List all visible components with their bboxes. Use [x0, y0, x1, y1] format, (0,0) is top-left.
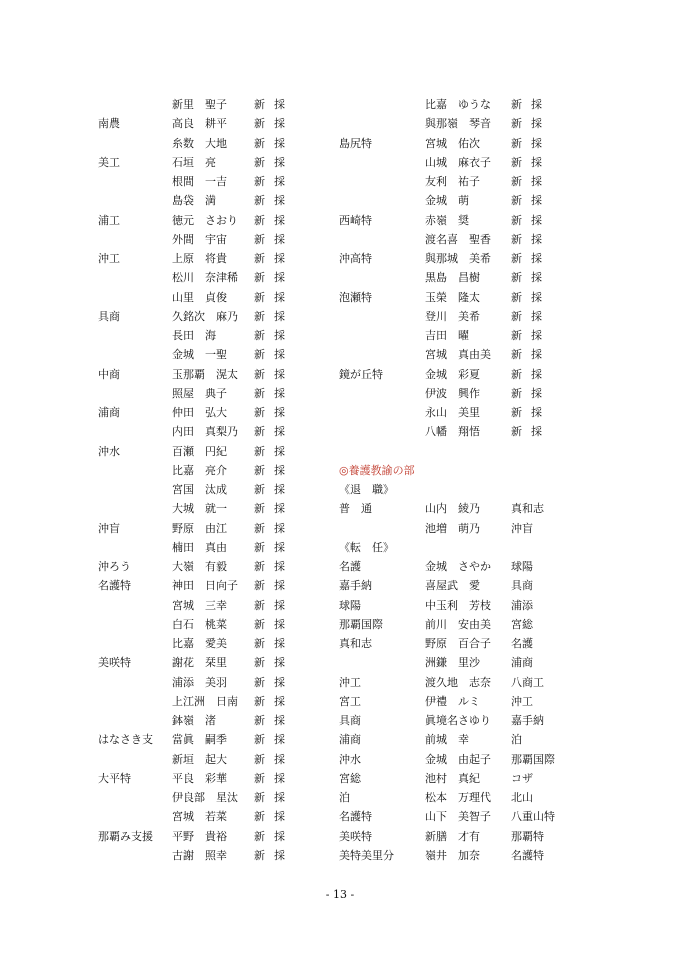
- status: 新採: [254, 252, 294, 265]
- person-name: 楠田 真由: [172, 540, 227, 554]
- person-name: 謝花 栞里: [172, 656, 227, 670]
- school-name: 嘉手納: [339, 579, 372, 593]
- person-name: 金城 さやか: [425, 560, 491, 573]
- person-name: 根間 一吉: [172, 175, 227, 188]
- status: 新採: [511, 136, 551, 150]
- school-name: 美咲特: [339, 829, 372, 843]
- status: 新採: [511, 213, 551, 227]
- school-name: 美咲特: [98, 656, 131, 670]
- person-name: 玉榮 隆太: [425, 290, 480, 304]
- person-name: 洲鎌 里沙: [425, 656, 480, 670]
- status: 新採: [511, 329, 551, 342]
- retire-label: 《退 職》: [339, 483, 394, 496]
- person-name: 新膳 才有: [425, 829, 480, 843]
- person-name: 山下 美智子: [425, 810, 491, 824]
- person-name: 松本 万理代: [425, 791, 491, 804]
- destination: 宮総: [511, 617, 533, 631]
- school-name: 真和志: [339, 637, 372, 650]
- status: 新採: [511, 425, 551, 439]
- status: 新採: [254, 425, 294, 439]
- person-name: 渡名喜 聖香: [425, 232, 491, 246]
- status: 新採: [511, 252, 551, 265]
- destination: 八商工: [511, 675, 544, 689]
- status: 新採: [254, 98, 294, 111]
- person-name: 吉田 曜: [425, 329, 469, 342]
- person-name: 當眞 嗣季: [172, 733, 227, 747]
- person-name: 上原 将貴: [172, 252, 227, 265]
- status: 新採: [254, 175, 294, 188]
- destination: 浦商: [511, 656, 533, 670]
- status: 新採: [254, 502, 294, 516]
- status: 新採: [511, 367, 551, 381]
- status: 新採: [254, 194, 294, 208]
- person-name: 山内 綾乃: [425, 502, 480, 516]
- status: 新採: [511, 406, 551, 419]
- status: 新採: [511, 232, 551, 246]
- status: 新採: [254, 598, 294, 612]
- destination: 名護: [511, 637, 533, 650]
- status: 新採: [254, 675, 294, 689]
- person-name: 長田 海: [172, 329, 216, 342]
- person-name: 新里 聖子: [172, 98, 227, 111]
- person-name: 前川 安由美: [425, 617, 491, 631]
- status: 新採: [254, 771, 294, 785]
- person-name: 比嘉 ゆうな: [425, 98, 491, 111]
- person-name: 百瀬 円紀: [172, 444, 227, 458]
- school-name: 美特美里分: [339, 848, 394, 862]
- person-name: 徳元 さおり: [172, 213, 238, 227]
- school-name: 宮工: [339, 694, 361, 708]
- status: 新採: [254, 444, 294, 458]
- destination: 那覇特: [511, 829, 544, 843]
- school-name: 泡瀬特: [339, 290, 372, 304]
- school-name: 具商: [98, 309, 120, 323]
- destination: 沖工: [511, 694, 533, 708]
- person-name: 中玉利 芳枝: [425, 598, 491, 612]
- status: 新採: [254, 309, 294, 323]
- person-name: 赤嶺 奨: [425, 213, 469, 227]
- status: 新採: [254, 733, 294, 747]
- person-name: 友利 祐子: [425, 175, 480, 188]
- destination: 浦添: [511, 598, 533, 612]
- school-name: 沖ろう: [98, 560, 131, 573]
- status: 新採: [254, 791, 294, 804]
- person-name: 浦添 美羽: [172, 675, 227, 689]
- person-name: 宮国 汰成: [172, 483, 227, 496]
- destination: 北山: [511, 791, 533, 804]
- status: 新採: [254, 810, 294, 824]
- status: 新採: [254, 483, 294, 496]
- school-name: 沖工: [339, 675, 361, 689]
- school-name: 沖工: [98, 252, 120, 265]
- status: 新採: [511, 386, 551, 400]
- person-name: 黒島 昌樹: [425, 271, 480, 285]
- school-name: 普 通: [339, 502, 372, 516]
- person-name: 渡久地 志奈: [425, 675, 491, 689]
- person-name: 神田 日向子: [172, 579, 238, 593]
- person-name: 金城 一聖: [172, 348, 227, 362]
- section-heading: ◎養護教諭の部: [339, 463, 415, 477]
- person-name: 永山 美里: [425, 406, 480, 419]
- person-name: 伊禮 ルミ: [425, 694, 480, 708]
- status: 新採: [511, 348, 551, 362]
- person-name: 平野 貴裕: [172, 829, 227, 843]
- status: 新採: [254, 367, 294, 381]
- school-name: はなさき支: [98, 733, 153, 747]
- school-name: 南農: [98, 117, 120, 131]
- status: 新採: [254, 579, 294, 593]
- school-name: 浦工: [98, 213, 120, 227]
- destination: 名護特: [511, 848, 544, 862]
- person-name: 古謝 照幸: [172, 848, 227, 862]
- status: 新採: [254, 348, 294, 362]
- person-name: 松川 奈津稀: [172, 271, 238, 285]
- person-name: 金城 萌: [425, 194, 469, 208]
- person-name: 久銘次 麻乃: [172, 309, 238, 323]
- status: 新採: [511, 194, 551, 208]
- person-name: 島袋 満: [172, 194, 216, 208]
- school-name: 球陽: [339, 598, 361, 612]
- person-name: 宮城 三幸: [172, 598, 227, 612]
- person-name: 金城 彩夏: [425, 367, 480, 381]
- school-name: 名護特: [98, 579, 131, 593]
- person-name: 宮城 佑次: [425, 136, 480, 150]
- school-name: 宮総: [339, 771, 361, 785]
- status: 新採: [254, 694, 294, 708]
- status: 新採: [254, 117, 294, 131]
- person-name: 新垣 起大: [172, 752, 227, 766]
- status: 新採: [254, 521, 294, 535]
- school-name: 浦商: [339, 733, 361, 747]
- destination: 那覇国際: [511, 752, 555, 766]
- status: 新採: [511, 175, 551, 188]
- status: 新採: [511, 98, 551, 111]
- person-name: 池増 萌乃: [425, 521, 480, 535]
- status: 新採: [511, 117, 551, 131]
- person-name: 比嘉 亮介: [172, 463, 227, 477]
- person-name: 内田 真梨乃: [172, 425, 238, 439]
- person-name: 糸数 大地: [172, 136, 227, 150]
- school-name: 浦商: [98, 406, 120, 419]
- person-name: 平良 彩華: [172, 771, 227, 785]
- person-name: 喜屋武 愛: [425, 579, 480, 593]
- destination: 八重山特: [511, 810, 555, 824]
- school-name: 沖水: [98, 444, 120, 458]
- person-name: 宮城 若菜: [172, 810, 227, 824]
- school-name: 大平特: [98, 771, 131, 785]
- person-name: 鉢嶺 渚: [172, 714, 216, 727]
- person-name: 大城 就一: [172, 502, 227, 516]
- person-name: 外間 宇宙: [172, 232, 227, 246]
- person-name: 伊良部 星汰: [172, 791, 238, 804]
- school-name: 沖水: [339, 752, 361, 766]
- person-name: 前城 幸: [425, 733, 469, 747]
- destination: 球陽: [511, 560, 533, 573]
- school-name: 中商: [98, 367, 120, 381]
- school-name: 西崎特: [339, 213, 372, 227]
- school-name: 具商: [339, 714, 361, 727]
- school-name: 泊: [339, 791, 350, 804]
- status: 新採: [254, 637, 294, 650]
- destination: コザ: [511, 771, 533, 785]
- status: 新採: [511, 309, 551, 323]
- status: 新採: [254, 560, 294, 573]
- destination: 嘉手納: [511, 714, 544, 727]
- status: 新採: [254, 329, 294, 342]
- status: 新採: [254, 617, 294, 631]
- person-name: 高良 耕平: [172, 117, 227, 131]
- status: 新採: [254, 714, 294, 727]
- person-name: 野原 百合子: [425, 637, 491, 650]
- person-name: 八幡 翔悟: [425, 425, 480, 439]
- person-name: 上江洲 日南: [172, 694, 238, 708]
- person-name: 嶺井 加奈: [425, 848, 480, 862]
- school-name: 沖高特: [339, 252, 372, 265]
- school-name: 沖盲: [98, 521, 120, 535]
- person-name: 眞境名さゆり: [425, 714, 491, 727]
- status: 新採: [254, 136, 294, 150]
- status: 新採: [254, 829, 294, 843]
- status: 新採: [254, 406, 294, 419]
- school-name: 名護: [339, 560, 361, 573]
- status: 新採: [511, 290, 551, 304]
- destination: 沖盲: [511, 521, 533, 535]
- person-name: 山里 貞俊: [172, 290, 227, 304]
- status: 新採: [254, 656, 294, 670]
- status: 新採: [254, 386, 294, 400]
- school-name: 美工: [98, 155, 120, 169]
- person-name: 與那嶺 琴音: [425, 117, 491, 131]
- status: 新採: [254, 290, 294, 304]
- page-number: - 13 -: [325, 888, 355, 901]
- destination: 具商: [511, 579, 533, 593]
- person-name: 與那城 美希: [425, 252, 491, 265]
- school-name: 鏡が丘特: [339, 367, 383, 381]
- status: 新採: [254, 213, 294, 227]
- transfer-label: 《転 任》: [339, 540, 394, 554]
- person-name: 大嶺 有毅: [172, 560, 227, 573]
- status: 新採: [254, 540, 294, 554]
- person-name: 照屋 典子: [172, 386, 227, 400]
- person-name: 仲田 弘大: [172, 406, 227, 419]
- person-name: 伊波 興作: [425, 386, 480, 400]
- person-name: 白石 桃菜: [172, 617, 227, 631]
- person-name: 山城 麻衣子: [425, 155, 491, 169]
- school-name: 那覇国際: [339, 617, 383, 631]
- person-name: 玉那覇 滉太: [172, 367, 238, 381]
- person-name: 金城 由起子: [425, 752, 491, 766]
- school-name: 島尻特: [339, 136, 372, 150]
- status: 新採: [254, 271, 294, 285]
- person-name: 比嘉 愛美: [172, 637, 227, 650]
- person-name: 野原 由江: [172, 521, 227, 535]
- status: 新採: [511, 271, 551, 285]
- destination: 真和志: [511, 502, 544, 516]
- status: 新採: [254, 155, 294, 169]
- person-name: 石垣 亮: [172, 155, 216, 169]
- status: 新採: [511, 155, 551, 169]
- status: 新採: [254, 752, 294, 766]
- person-name: 登川 美希: [425, 309, 480, 323]
- status: 新採: [254, 232, 294, 246]
- school-name: 名護特: [339, 810, 372, 824]
- destination: 泊: [511, 733, 522, 747]
- status: 新採: [254, 463, 294, 477]
- school-name: 那覇み支援: [98, 829, 153, 843]
- person-name: 池村 真紀: [425, 771, 480, 785]
- status: 新採: [254, 848, 294, 862]
- person-name: 宮城 真由美: [425, 348, 491, 362]
